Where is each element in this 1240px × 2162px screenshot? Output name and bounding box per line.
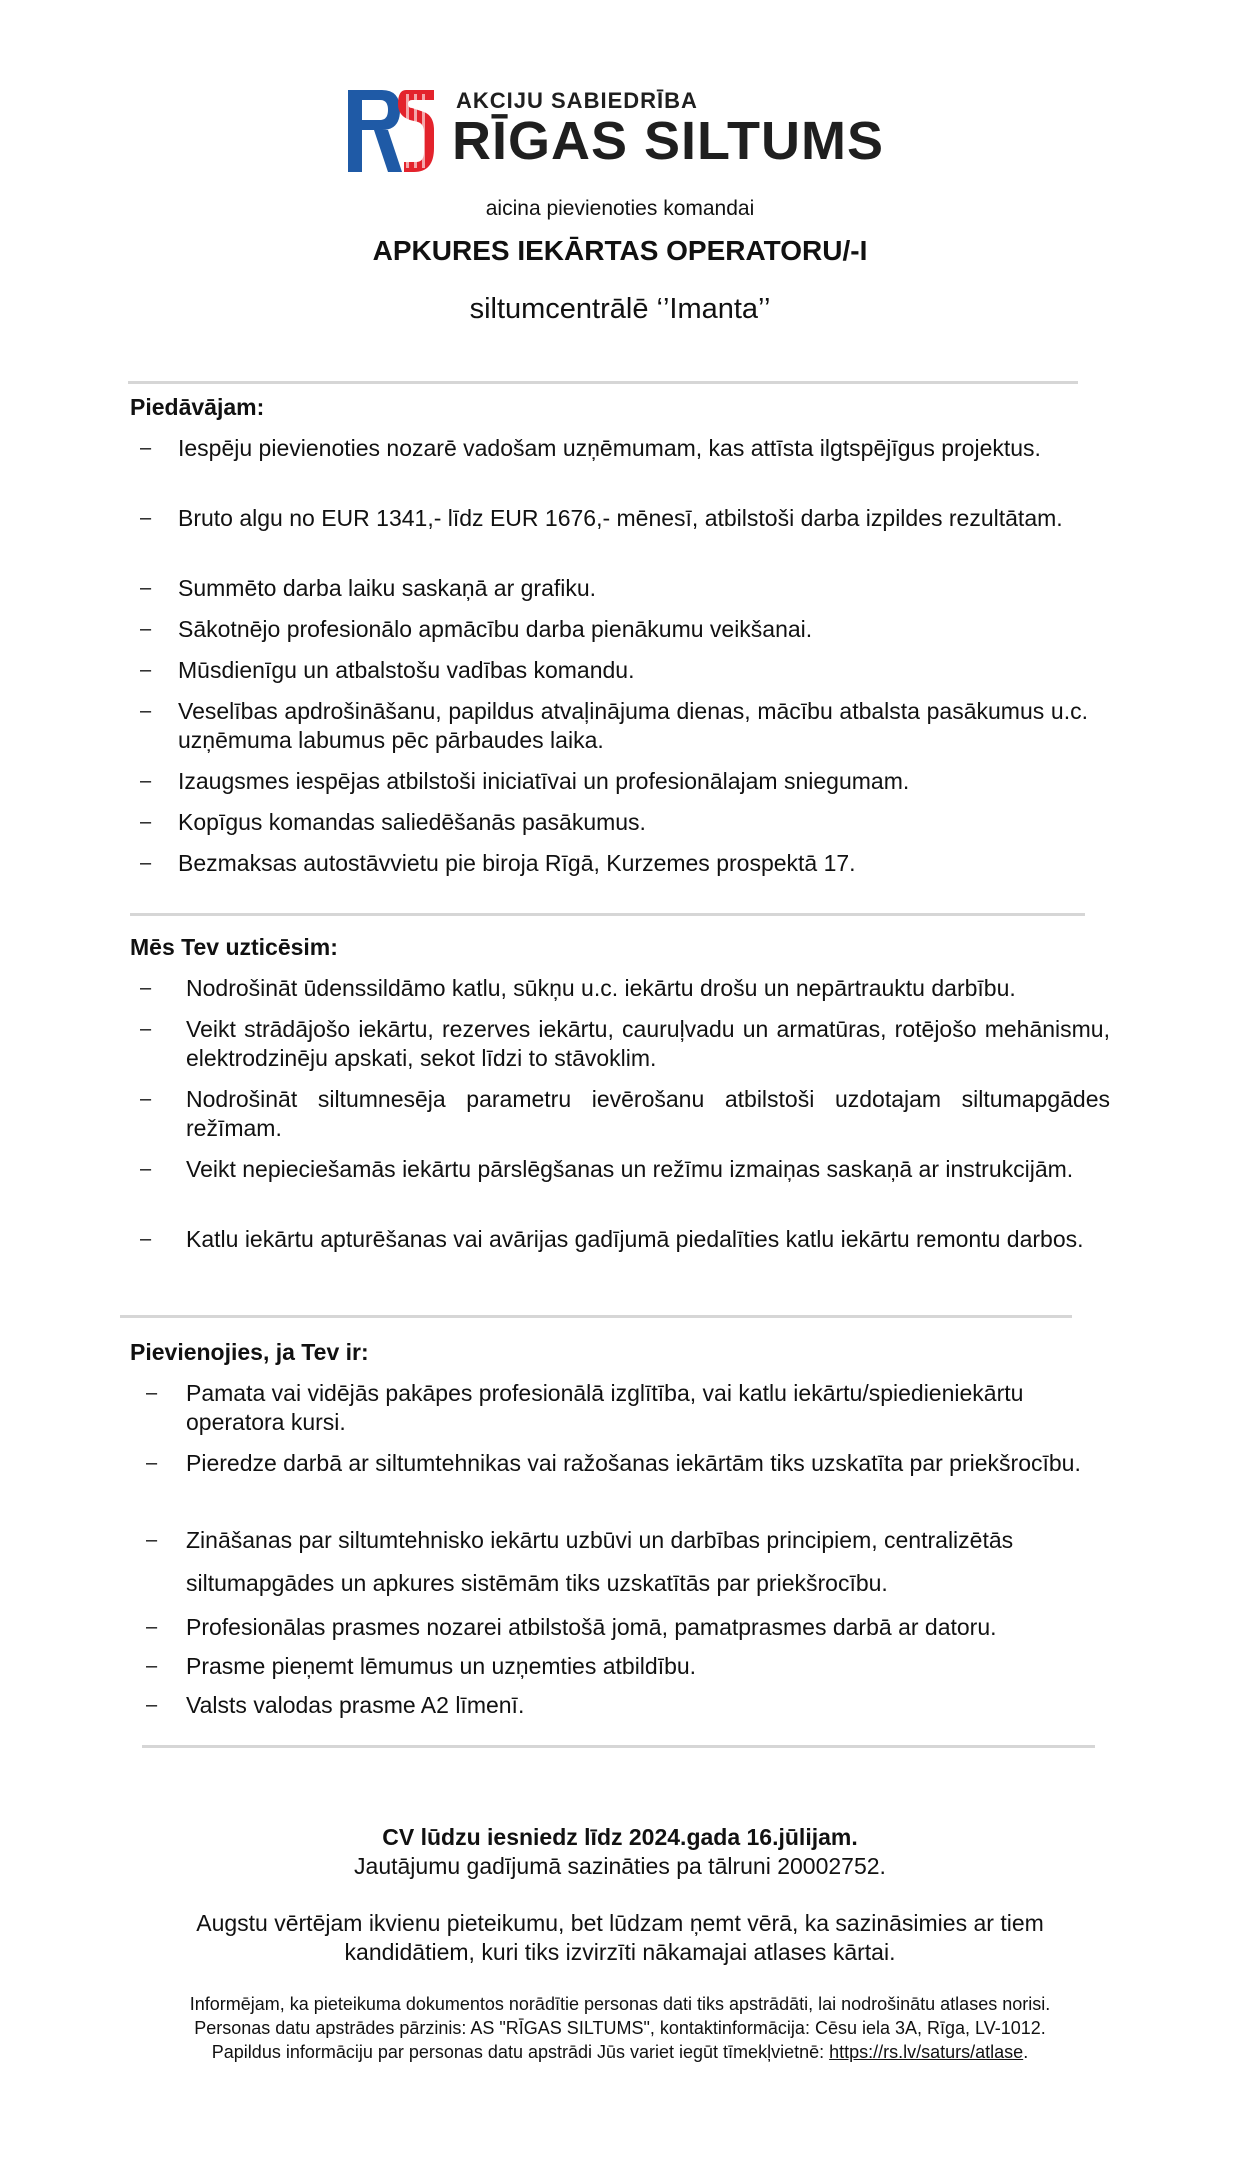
list-item: – Kopīgus komandas saliedēšanās pasākumus. — [140, 809, 646, 835]
list-item: – Iespēju pievienoties nozarē vadošam uzņēmumam, kas attīsta ilgtspējīgus projektus. — [140, 435, 1041, 461]
dash-icon: – — [140, 618, 152, 640]
dash-icon: – — [146, 1382, 158, 1404]
dash-icon: – — [140, 437, 152, 459]
duties-heading: Mēs Tev uzticēsim: — [130, 934, 338, 960]
divider — [120, 1315, 1072, 1318]
location-text: siltumcentrālē ‘’Imanta’’ — [469, 293, 771, 325]
dash-icon: – — [140, 1158, 152, 1180]
dash-icon: – — [140, 700, 152, 722]
list-item: – Bruto algu no EUR 1341,- līdz EUR 1676,- mēnesī, atbilstoši darba izpildes rezultātam. — [140, 505, 1063, 531]
list-item: – Nodrošināt ūdenssildāmo katlu, sūkņu u.c. iekārtu drošu un nepārtrauktu darbību. — [140, 975, 1016, 1001]
cv-deadline: CV lūdzu iesniedz līdz 2024.gada 16.jūlijam. — [382, 1824, 858, 1850]
list-item: – Veikt strādājošo iekārtu, rezerves iekārtu, cauruļvadu un armatūras, rotējošo mehānismu, elektrodzinēju apskati, sekot līdzi to stāvoklim. — [140, 1016, 1110, 1071]
divider — [128, 381, 1078, 384]
position-title: APKURES IEKĀRTAS OPERATORU/-I — [372, 235, 868, 266]
list-item: – Pamata vai vidējās pakāpes profesionālā izglītība, vai katlu iekārtu/spiedieniekārtu operatora kursi. — [146, 1380, 1024, 1435]
dash-icon: – — [140, 659, 152, 681]
logo-subtitle: AKCIJU SABIEDRĪBA — [456, 88, 698, 113]
list-item: – Summēto darba laiku saskaņā ar grafiku. — [140, 575, 597, 601]
appreciation-line-2: kandidātiem, kuri tiks izvirzīti nākamajai atlases kārtai. — [344, 1939, 896, 1965]
list-item: – Izaugsmes iespējas atbilstoši iniciatīvai un profesionālajam sniegumam. — [140, 768, 910, 794]
list-item: – Veikt nepieciešamās iekārtu pārslēgšanas un režīmu izmaiņas saskaņā ar instrukcijām. — [140, 1156, 1074, 1182]
invite-text: aicina pievienoties komandai — [485, 197, 755, 220]
privacy-line-1: Informējam, ka pieteikuma dokumentos norādītie personas dati tiks apstrādāti, lai nodrošinātu atlases norisi. — [189, 1994, 1051, 2014]
dash-icon: – — [140, 577, 152, 599]
privacy-line-2: Personas datu apstrādes pārzinis: AS "RĪGAS SILTUMS", kontaktinformācija: Cēsu iela 3A, Rīga, LV-1012. — [194, 2018, 1046, 2038]
requirements-heading: Pievienojies, ja Tev ir: — [130, 1339, 369, 1365]
list-item: – Veselības apdrošināšanu, papildus atvaļinājuma dienas, mācību atbalsta pasākumus u.c. uzņēmuma labumus pēc pārbaudes laika. — [140, 698, 1088, 753]
divider — [142, 1745, 1095, 1748]
list-item: – Pieredze darbā ar siltumtehnikas vai ražošanas iekārtām tiks uzskatīta par priekšrocību. — [146, 1450, 1081, 1476]
logo-title: RĪGAS SILTUMS — [452, 111, 885, 171]
list-item: – Profesionālas prasmes nozarei atbilstošā jomā, pamatprasmes darbā ar datoru. — [146, 1614, 997, 1640]
dash-icon: – — [146, 1452, 158, 1474]
dash-icon: – — [140, 770, 152, 792]
offer-section — [130, 394, 1090, 421]
list-item: – Nodrošināt siltumnesēja parametru ievērošanu atbilstoši uzdotajam siltumapgādes režīmam. — [140, 1086, 1110, 1141]
dash-icon: – — [140, 507, 152, 529]
privacy-link[interactable]: https://rs.lv/saturs/atlase — [829, 2042, 1024, 2062]
dash-icon: – — [146, 1616, 158, 1638]
dash-icon: – — [146, 1694, 158, 1716]
list-item: – Sākotnējo profesionālo apmācību darba pienākumu veikšanai. — [140, 616, 813, 642]
dash-icon: – — [140, 852, 152, 874]
list-item: – Zināšanas par siltumtehnisko iekārtu uzbūvi un darbības principiem, centralizētās siltumapgādes un apkures sistēmām tiks uzskatītās par priekšrocību. — [146, 1519, 1096, 1605]
list-item: – Mūsdienīgu un atbalstošu vadības komandu. — [140, 657, 635, 683]
list-item: – Valsts valodas prasme A2 līmenī. — [146, 1692, 525, 1718]
divider — [130, 913, 1085, 916]
contact-phone: Jautājumu gadījumā sazināties pa tālruni 20002752. — [354, 1853, 886, 1879]
dash-icon: – — [140, 1088, 152, 1110]
list-item: – Bezmaksas autostāvvietu pie biroja Rīgā, Kurzemes prospektā 17. — [140, 850, 856, 876]
dash-icon: – — [140, 977, 152, 999]
duties-section — [130, 934, 1090, 961]
company-logo — [348, 84, 908, 176]
dash-icon: – — [140, 1228, 152, 1250]
list-item: – Katlu iekārtu apturēšanas vai avārijas gadījumā piedalīties katlu iekārtu remontu darbos. — [140, 1226, 1084, 1252]
rs-logo-mark-icon — [348, 90, 434, 172]
dash-icon: – — [140, 1018, 152, 1040]
offer-heading: Piedāvājam: — [130, 394, 265, 420]
appreciation-line-1: Augstu vērtējam ikvienu pieteikumu, bet lūdzam ņemt vērā, ka sazināsimies ar tiem — [196, 1910, 1044, 1936]
dash-icon: – — [146, 1529, 158, 1551]
dash-icon: – — [140, 811, 152, 833]
dash-icon: – — [146, 1655, 158, 1677]
list-item: – Prasme pieņemt lēmumus un uzņemties atbildību. — [146, 1653, 697, 1679]
privacy-line-3: Papildus informāciju par personas datu apstrādi Jūs variet iegūt tīmekļvietnē: https://rs.lv/saturs/atlase. — [211, 2042, 1029, 2062]
requirements-section — [130, 1339, 1090, 1366]
